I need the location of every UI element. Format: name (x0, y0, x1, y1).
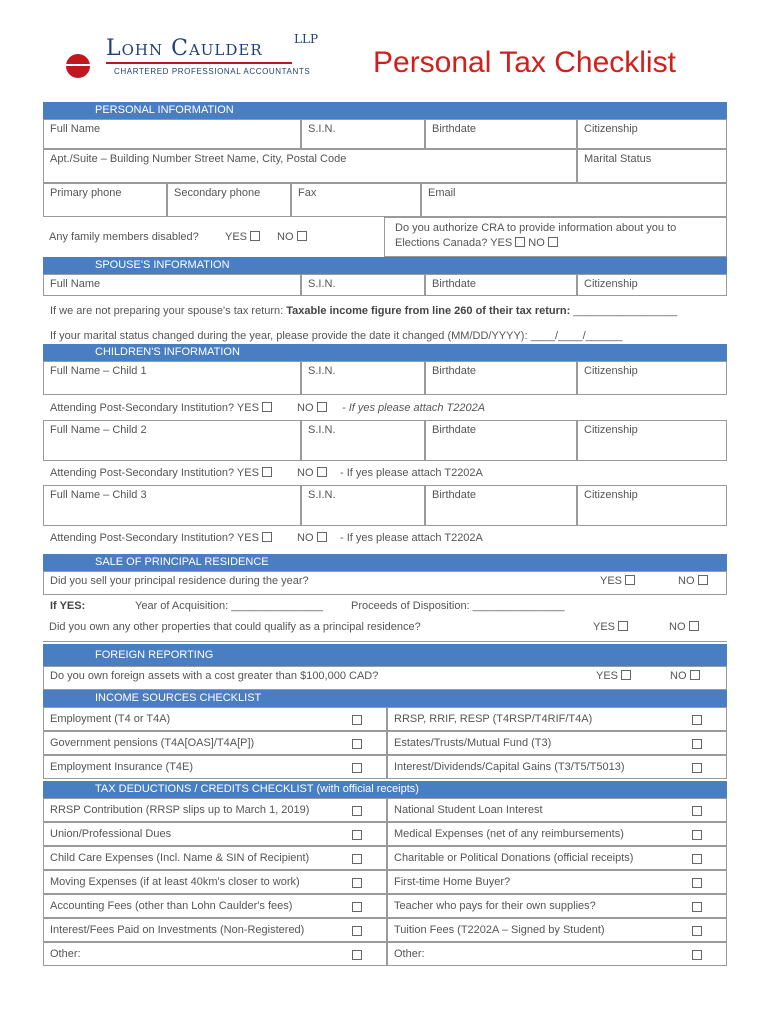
proceeds-field[interactable]: Proceeds of Disposition: _______________ (351, 600, 565, 612)
section-header-spouse: SPOUSE'S INFORMATION (43, 257, 727, 274)
logo-divider (106, 62, 292, 64)
checkbox-icon[interactable] (698, 575, 708, 585)
child2-attending (50, 467, 272, 479)
residence-q1: Did you sell your principal residence during the year? (50, 575, 309, 587)
income-item-left (43, 731, 387, 755)
no-label: NO (670, 670, 687, 682)
checkbox-icon[interactable] (352, 926, 362, 936)
section-header-residence: SALE OF PRINCIPAL RESIDENCE (43, 554, 727, 571)
deductions-item-label: Union/Professional Dues (50, 828, 172, 840)
if-yes-label: If YES: (50, 600, 86, 612)
deductions-item-left (43, 846, 387, 870)
checkbox-icon[interactable] (352, 763, 362, 773)
deductions-item-label: Tuition Fees (T2202A – Signed by Student) (394, 924, 605, 936)
income-item-label: RRSP, RRIF, RESP (T4RSP/T4RIF/T4A) (394, 713, 593, 725)
checkbox-icon[interactable] (689, 621, 699, 631)
deductions-item-label: Teacher who pays for their own supplies? (394, 900, 596, 912)
income-blank[interactable]: _________________ (570, 305, 678, 317)
attending-label: Attending Post-Secondary Institution? YES (50, 402, 259, 414)
firm-name: Lohn Caulder (106, 36, 263, 61)
foreign-q1: Do you own foreign assets with a cost greater than $100,000 CAD? (50, 670, 379, 682)
checkbox-icon[interactable] (625, 575, 635, 585)
income-note-text: If we are not preparing your spouse's tax return: (50, 305, 287, 317)
deductions-item-right (387, 894, 727, 918)
child2-sin-field[interactable]: S.I.N. (301, 420, 425, 461)
birthdate-field[interactable]: Birthdate (425, 119, 577, 149)
deductions-item-label: National Student Loan Interest (394, 804, 543, 816)
child2-note: - If yes please attach T2202A (340, 467, 483, 479)
checkbox-icon[interactable] (618, 621, 628, 631)
no-label: NO (678, 575, 695, 587)
section-header-foreign: FOREIGN REPORTING (43, 644, 727, 666)
deductions-item-label: Child Care Expenses (Incl. Name & SIN of Recipient) (50, 852, 310, 864)
section-header-deductions: TAX DEDUCTIONS / CREDITS CHECKLIST (with official receipts) (43, 781, 727, 798)
checkbox-icon[interactable] (352, 878, 362, 888)
child1-note: - If yes please attach T2202A (342, 402, 486, 414)
marital-status-field[interactable]: Marital Status (577, 149, 727, 183)
yes-label: YES (596, 670, 619, 682)
page-title: Personal Tax Checklist (373, 46, 676, 79)
checkbox-icon[interactable] (317, 532, 327, 542)
income-note-bold: Taxable income figure from line 260 of their tax return: (286, 305, 571, 317)
checkbox-icon[interactable] (692, 715, 702, 725)
secondary-phone-field[interactable]: Secondary phone (167, 183, 291, 217)
deductions-item-right (387, 918, 727, 942)
cra-question-line1: Do you authorize CRA to provide information about you to (395, 222, 677, 234)
checkbox-icon[interactable] (262, 532, 272, 542)
no-label: NO (297, 402, 314, 414)
child3-no (297, 532, 327, 544)
disabled-question (43, 217, 384, 257)
foreign-q1-row (43, 666, 727, 690)
deductions-item-label: Medical Expenses (net of any reimbursements) (394, 828, 624, 840)
checkbox-icon[interactable] (262, 402, 272, 412)
child3-name-field[interactable]: Full Name – Child 3 (43, 485, 301, 526)
child1-no (297, 402, 327, 414)
deductions-item-label: Interest/Fees Paid on Investments (Non-Registered) (50, 924, 305, 936)
checkbox-icon[interactable] (297, 231, 307, 241)
child2-no (297, 467, 327, 479)
deductions-item-label: First-time Home Buyer? (394, 876, 511, 888)
income-item-label: Estates/Trusts/Mutual Fund (T3) (394, 737, 552, 749)
checkbox-icon[interactable] (317, 402, 327, 412)
checkbox-icon[interactable] (317, 467, 327, 477)
residence-q1-no[interactable] (678, 575, 708, 587)
foreign-no[interactable] (670, 670, 700, 682)
child3-citizenship-field[interactable]: Citizenship (577, 485, 727, 526)
checkbox-icon[interactable] (692, 854, 702, 864)
sin-field[interactable]: S.I.N. (301, 119, 425, 149)
deductions-item-label: Other: (394, 948, 425, 960)
checkbox-icon[interactable] (515, 237, 525, 247)
section-header-personal: PERSONAL INFORMATION (43, 102, 727, 119)
deductions-item-label: Charitable or Political Donations (official receipts) (394, 852, 634, 864)
income-item-right (387, 731, 727, 755)
spouse-sin-field[interactable]: S.I.N. (301, 274, 425, 296)
checkbox-icon[interactable] (692, 830, 702, 840)
income-item-left (43, 707, 387, 731)
child3-attending (50, 532, 272, 544)
child3-sin-field[interactable]: S.I.N. (301, 485, 425, 526)
child1-attending (50, 402, 272, 414)
checkbox-icon[interactable] (262, 467, 272, 477)
child2-birthdate-field[interactable]: Birthdate (425, 420, 577, 461)
residence-q1-row (43, 571, 727, 595)
disabled-yes-label: YES (225, 231, 248, 243)
deductions-item-right (387, 942, 727, 966)
address-field[interactable]: Apt./Suite – Building Number Street Name, City, Postal Code (43, 149, 577, 183)
child3-birthdate-field[interactable]: Birthdate (425, 485, 577, 526)
child1-citizenship-field[interactable]: Citizenship (577, 361, 727, 395)
child2-name-field[interactable]: Full Name – Child 2 (43, 420, 301, 461)
marital-change-note: If your marital status changed during the year, please provide the date it changed (MM/DD/YYYY): ____/____/______ (50, 330, 623, 342)
residence-q2-row (43, 618, 727, 642)
checkbox-icon[interactable] (352, 739, 362, 749)
deductions-item-left (43, 894, 387, 918)
checkbox-icon[interactable] (352, 715, 362, 725)
child1-birthdate-field[interactable]: Birthdate (425, 361, 577, 395)
deductions-item-right (387, 798, 727, 822)
email-field[interactable]: Email (421, 183, 727, 217)
deductions-item-left (43, 870, 387, 894)
income-item-label: Employment Insurance (T4E) (50, 761, 194, 773)
attending-label: Attending Post-Secondary Institution? YES (50, 532, 259, 544)
spouse-birthdate-field[interactable]: Birthdate (425, 274, 577, 296)
checkbox-icon[interactable] (548, 237, 558, 247)
deductions-item-label: RRSP Contribution (RRSP slips up to March 1, 2019) (50, 804, 310, 816)
deductions-item-left (43, 798, 387, 822)
checkbox-icon[interactable] (352, 902, 362, 912)
checkbox-icon[interactable] (352, 950, 362, 960)
checkbox-icon[interactable] (692, 763, 702, 773)
no-label: NO (297, 532, 314, 544)
child2-citizenship-field[interactable]: Citizenship (577, 420, 727, 461)
checkbox-icon[interactable] (692, 902, 702, 912)
checkbox-icon[interactable] (352, 854, 362, 864)
cra-yes-label: Elections Canada? YES (395, 237, 513, 249)
year-acquisition-field[interactable]: Year of Acquisition: _______________ (135, 600, 323, 612)
deductions-item-label: Accounting Fees (other than Lohn Caulder's fees) (50, 900, 293, 912)
no-label: NO (297, 467, 314, 479)
section-header-income: INCOME SOURCES CHECKLIST (43, 690, 727, 707)
globe-icon (66, 54, 90, 78)
checkbox-icon[interactable] (690, 670, 700, 680)
yes-label: YES (593, 621, 616, 633)
citizenship-field[interactable]: Citizenship (577, 119, 727, 149)
child1-name-field[interactable]: Full Name – Child 1 (43, 361, 301, 395)
child3-note: - If yes please attach T2202A (340, 532, 483, 544)
yes-label: YES (600, 575, 623, 587)
spouse-income-note (50, 305, 677, 317)
section-header-children: CHILDREN'S INFORMATION (43, 344, 727, 361)
income-item-right (387, 755, 727, 779)
firm-logo (66, 32, 326, 84)
deductions-item-left (43, 918, 387, 942)
income-item-left (43, 755, 387, 779)
cra-authorization (384, 217, 727, 257)
checkbox-icon[interactable] (692, 926, 702, 936)
residence-q2: Did you own any other properties that could qualify as a principal residence? (49, 621, 421, 633)
firm-suffix: LLP (294, 32, 319, 46)
checkbox-icon[interactable] (692, 739, 702, 749)
income-item-label: Government pensions (T4A[OAS]/T4A[P]) (50, 737, 255, 749)
full-name-field[interactable]: Full Name (43, 119, 301, 149)
checkbox-icon[interactable] (692, 806, 702, 816)
attending-label: Attending Post-Secondary Institution? YES (50, 467, 259, 479)
income-item-right (387, 707, 727, 731)
firm-tagline: CHARTERED PROFESSIONAL ACCOUNTANTS (114, 67, 311, 76)
disabled-label: Any family members disabled? (49, 231, 199, 243)
child1-sin-field[interactable]: S.I.N. (301, 361, 425, 395)
spouse-citizenship-field[interactable]: Citizenship (577, 274, 727, 296)
checkbox-icon[interactable] (250, 231, 260, 241)
checkbox-icon[interactable] (692, 878, 702, 888)
no-label: NO (669, 621, 686, 633)
foreign-yes[interactable] (596, 670, 631, 682)
deductions-item-label: Other: (50, 948, 81, 960)
primary-phone-field[interactable]: Primary phone (43, 183, 167, 217)
deductions-item-label: Moving Expenses (if at least 40km's closer to work) (50, 876, 300, 888)
deductions-item-left (43, 942, 387, 966)
deductions-item-right (387, 846, 727, 870)
residence-q2-no[interactable] (669, 621, 699, 633)
deductions-item-right (387, 870, 727, 894)
cra-no-label: NO (528, 237, 545, 249)
fax-field[interactable]: Fax (291, 183, 421, 217)
checklist-form (43, 102, 727, 968)
checkbox-icon[interactable] (352, 806, 362, 816)
cra-question-line2 (391, 236, 720, 251)
deductions-item-right (387, 822, 727, 846)
income-item-label: Interest/Dividends/Capital Gains (T3/T5/T5013) (394, 761, 625, 773)
checkbox-icon[interactable] (352, 830, 362, 840)
disabled-no-label: NO (277, 231, 294, 243)
deductions-item-left (43, 822, 387, 846)
spouse-full-name-field[interactable]: Full Name (43, 274, 301, 296)
checkbox-icon[interactable] (692, 950, 702, 960)
residence-q1-yes[interactable] (600, 575, 635, 587)
disabled-yes[interactable] (225, 231, 260, 243)
residence-q2-yes[interactable] (593, 621, 628, 633)
checkbox-icon[interactable] (621, 670, 631, 680)
income-item-label: Employment (T4 or T4A) (50, 713, 171, 725)
disabled-no[interactable] (277, 231, 307, 243)
